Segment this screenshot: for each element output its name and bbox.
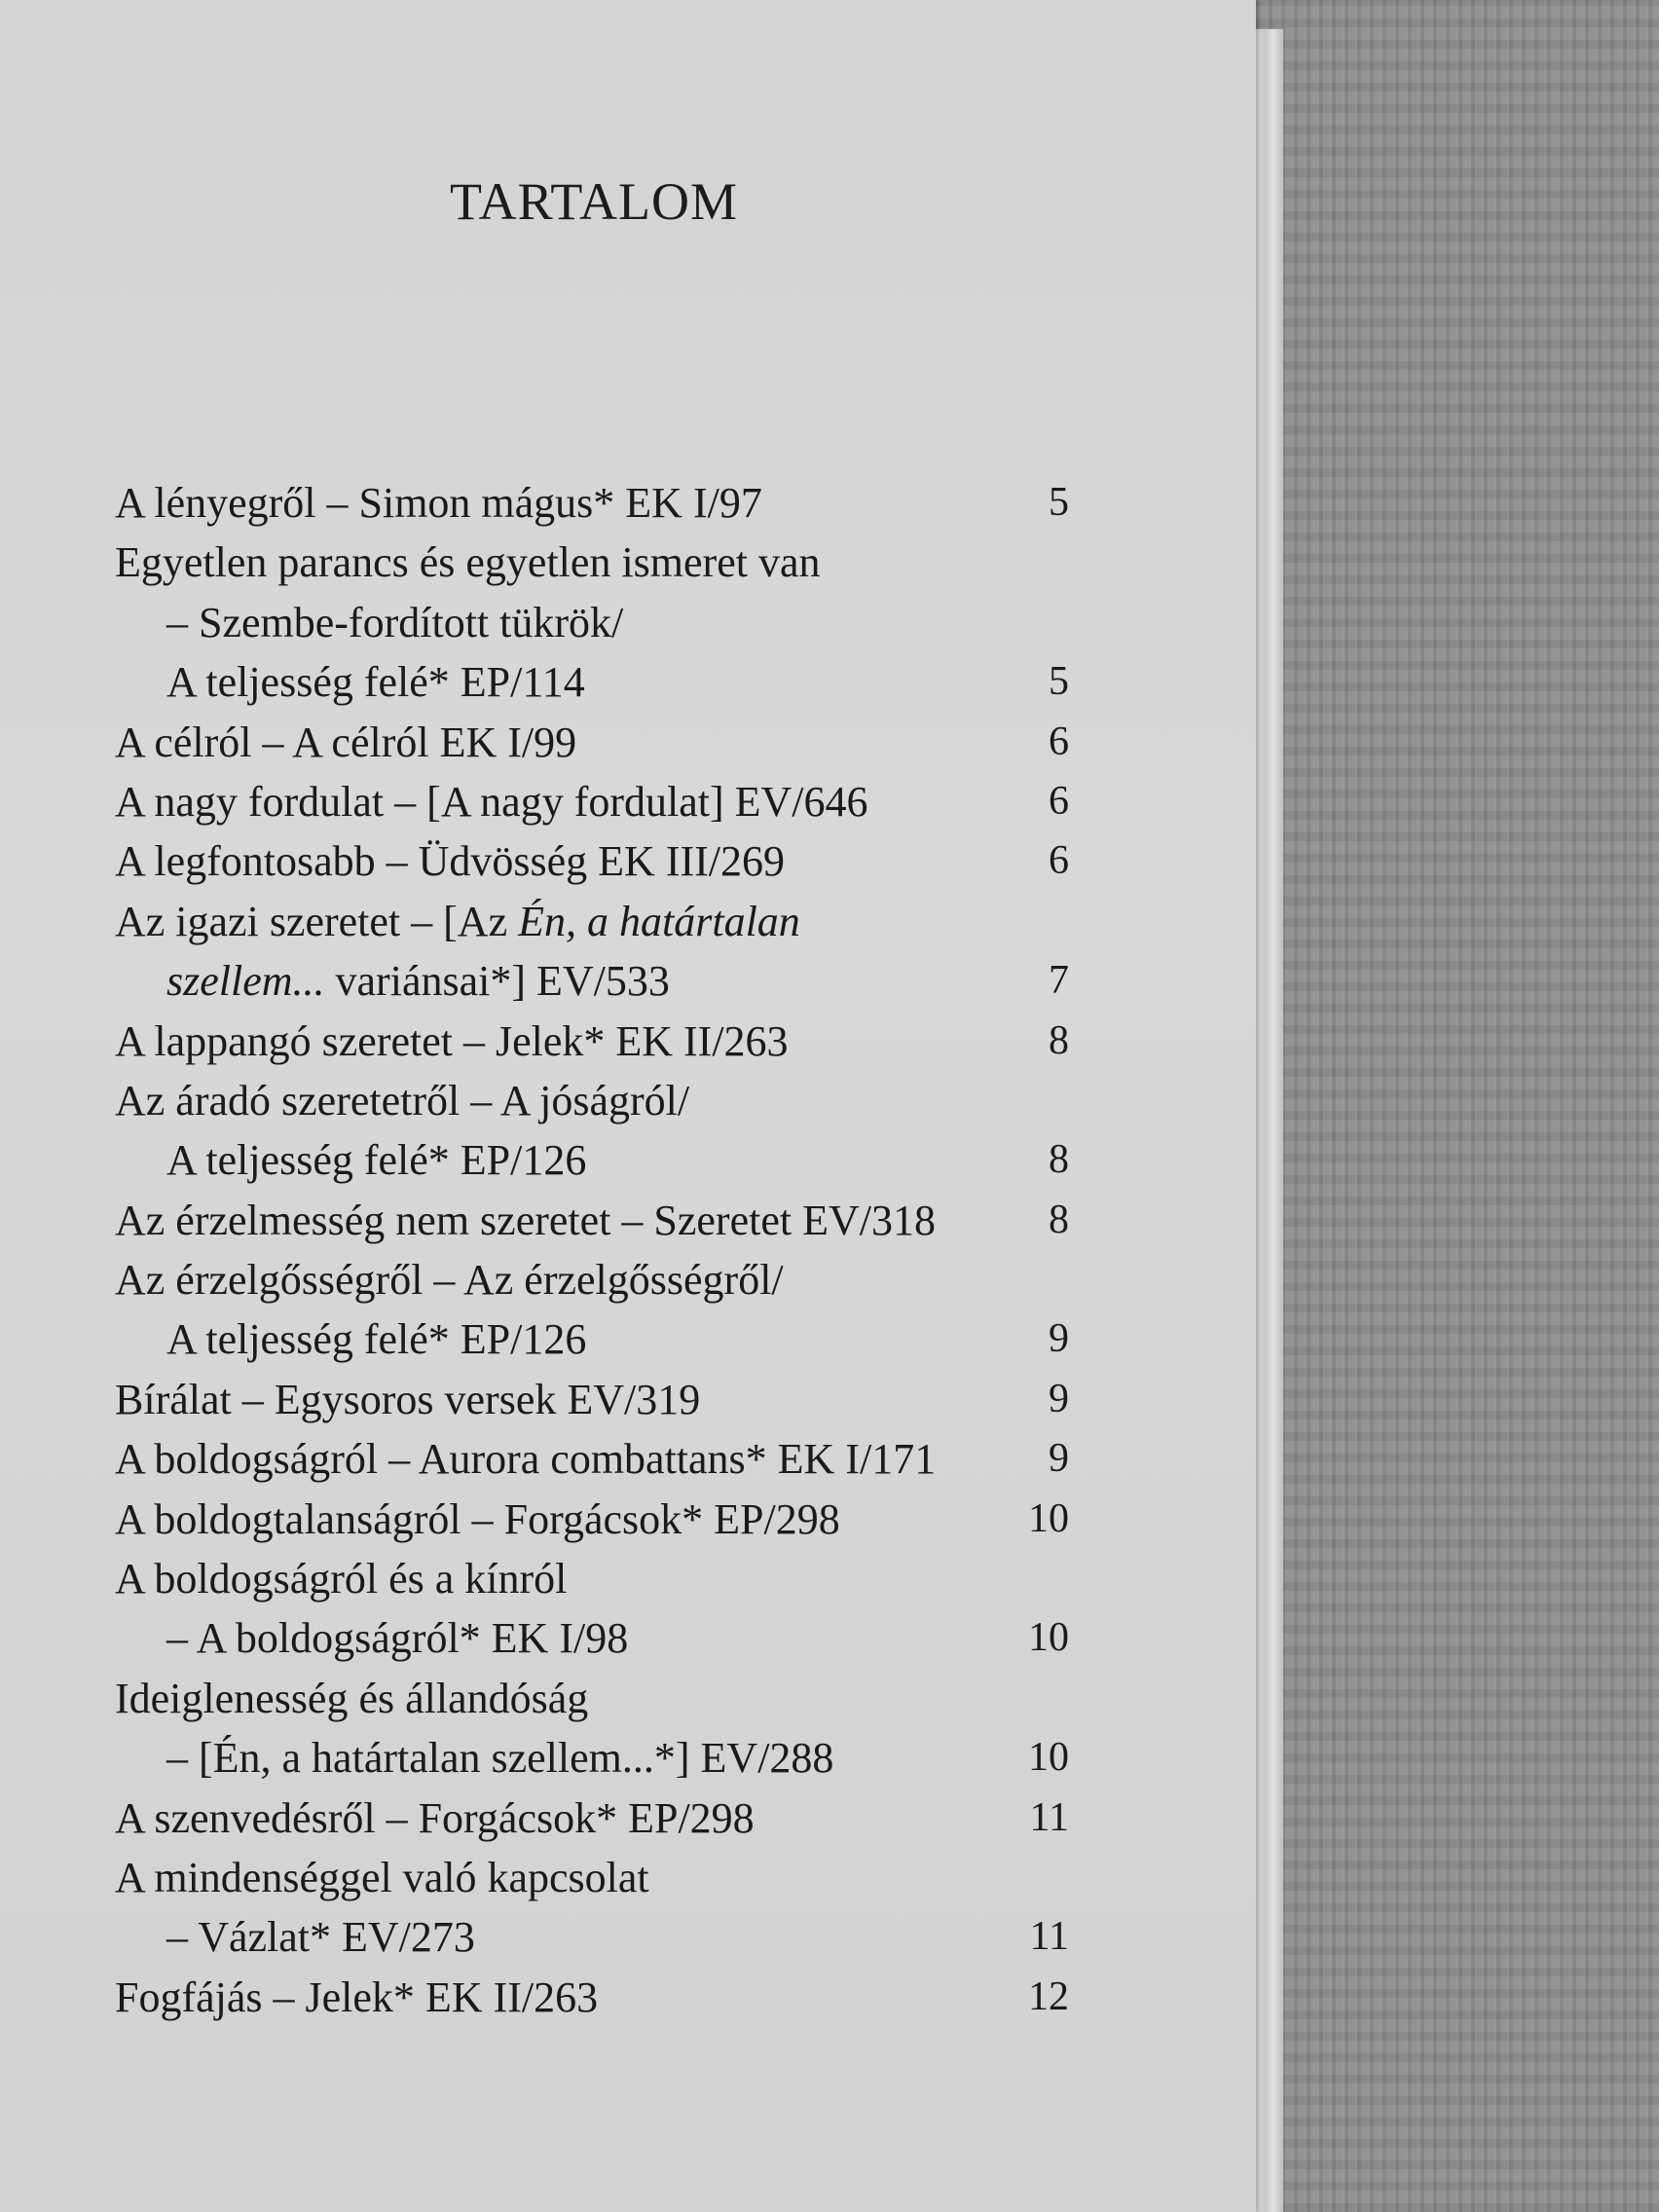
toc-page-number: 7 (1049, 958, 1069, 1004)
toc-entry (115, 1071, 1069, 1130)
toc-page-number: 6 (1049, 838, 1069, 884)
toc-page-number: 9 (1049, 1376, 1069, 1421)
toc-entry (115, 1968, 1069, 2027)
toc-page-number: 11 (1029, 1794, 1069, 1840)
toc-entry-text-part: variánsai*] EV/533 (324, 957, 670, 1006)
toc-entry-text: A legfontosabb – Üdvösség EK III/269 (115, 837, 786, 886)
toc-entry-text: A teljesség felé* EP/126 (166, 1315, 587, 1364)
table-of-contents (115, 473, 1069, 2027)
toc-entry-text: – [Én, a határtalan szellem...*] EV/288 (166, 1734, 834, 1783)
toc-entry (115, 892, 1069, 951)
toc-entry-text: A teljesség felé* EP/114 (166, 658, 585, 707)
toc-entry (115, 1130, 1069, 1190)
toc-entry (115, 1250, 1069, 1309)
toc-entry-text: – A boldogságról* EK I/98 (166, 1614, 629, 1663)
toc-page-number: 10 (1028, 1495, 1069, 1541)
toc-page-number: 10 (1028, 1735, 1069, 1781)
toc-entry-text: A boldogságról és a kínról (115, 1555, 568, 1604)
toc-page-number: 12 (1028, 1973, 1069, 2019)
toc-entry-text: Bírálat – Egysoros versek EV/319 (115, 1375, 701, 1423)
toc-entry-italic-part: szellem... (166, 957, 325, 1006)
page-title: TARTALOM (449, 172, 739, 231)
toc-page-number: 5 (1049, 659, 1069, 705)
toc-entry-text: Egyetlen parancs és egyetlen ismeret van (115, 538, 821, 587)
toc-entry-text: Az érzelgősségről – Az érzelgősségről/ (115, 1256, 784, 1305)
toc-page-number: 10 (1028, 1615, 1069, 1661)
toc-page-number: 8 (1049, 1137, 1069, 1183)
toc-entry (115, 652, 1069, 712)
toc-entry-text: A teljesség felé* EP/126 (166, 1136, 587, 1185)
toc-entry-text: – Szembe-fordított tükrök/ (166, 598, 624, 646)
toc-entry (115, 533, 1069, 592)
toc-page-number: 11 (1029, 1914, 1069, 1960)
toc-entry (115, 772, 1069, 831)
toc-entry-text: A mindenséggel való kapcsolat (115, 1853, 649, 1901)
toc-entry (115, 1191, 1069, 1250)
toc-entry (115, 593, 1069, 652)
toc-entry (115, 1012, 1069, 1071)
toc-entry-italic-part: Én, a határtalan (518, 897, 800, 945)
toc-entry (115, 1429, 1069, 1489)
toc-entry (115, 951, 1069, 1011)
toc-entry-text: A célról – A célról EK I/99 (115, 718, 577, 766)
toc-entry-text-part: Az igazi szeretet – [Az (115, 897, 519, 945)
toc-entry-text: Ideiglenesség és állandóság (115, 1674, 589, 1722)
toc-entry-text: A boldogtalanságról – Forgácsok* EP/298 (115, 1494, 840, 1543)
toc-page-number: 8 (1049, 1017, 1069, 1063)
toc-page-number: 8 (1049, 1197, 1069, 1242)
toc-entry (115, 831, 1069, 891)
toc-entry (115, 713, 1069, 772)
toc-page-number: 6 (1049, 778, 1069, 824)
toc-entry-text: A lényegről – Simon mágus* EK I/97 (115, 479, 762, 527)
toc-entry (115, 473, 1069, 533)
toc-entry-text: A nagy fordulat – [A nagy fordulat] EV/646 (115, 777, 868, 826)
toc-page-number: 9 (1049, 1316, 1069, 1362)
toc-entry (115, 1669, 1069, 1728)
toc-page-number: 5 (1049, 480, 1069, 525)
toc-entry (115, 1728, 1069, 1788)
toc-entry (115, 1788, 1069, 1848)
toc-page-number: 6 (1049, 719, 1069, 764)
toc-entry-text (115, 898, 800, 945)
toc-entry-text: Fogfájás – Jelek* EK II/263 (115, 1972, 599, 2021)
toc-entry-text: – Vázlat* EV/273 (166, 1913, 475, 1962)
toc-entry (115, 1549, 1069, 1608)
toc-page-number: 9 (1049, 1436, 1069, 1482)
toc-entry-text (115, 957, 670, 1005)
toc-entry (115, 1848, 1069, 1907)
toc-entry (115, 1370, 1069, 1429)
toc-entry (115, 1608, 1069, 1668)
toc-entry (115, 1309, 1069, 1369)
toc-entry (115, 1490, 1069, 1549)
toc-entry-text: A boldogságról – Aurora combattans* EK I/171 (115, 1435, 937, 1484)
toc-entry-text: Az érzelmesség nem szeretet – Szeretet EV/318 (115, 1196, 936, 1244)
toc-entry-text: Az áradó szeretetről – A jóságról/ (115, 1076, 690, 1124)
toc-entry-text: A lappangó szeretet – Jelek* EK II/263 (115, 1016, 789, 1065)
toc-entry-text: A szenvedésről – Forgácsok* EP/298 (115, 1793, 755, 1842)
toc-entry (115, 1907, 1069, 1967)
